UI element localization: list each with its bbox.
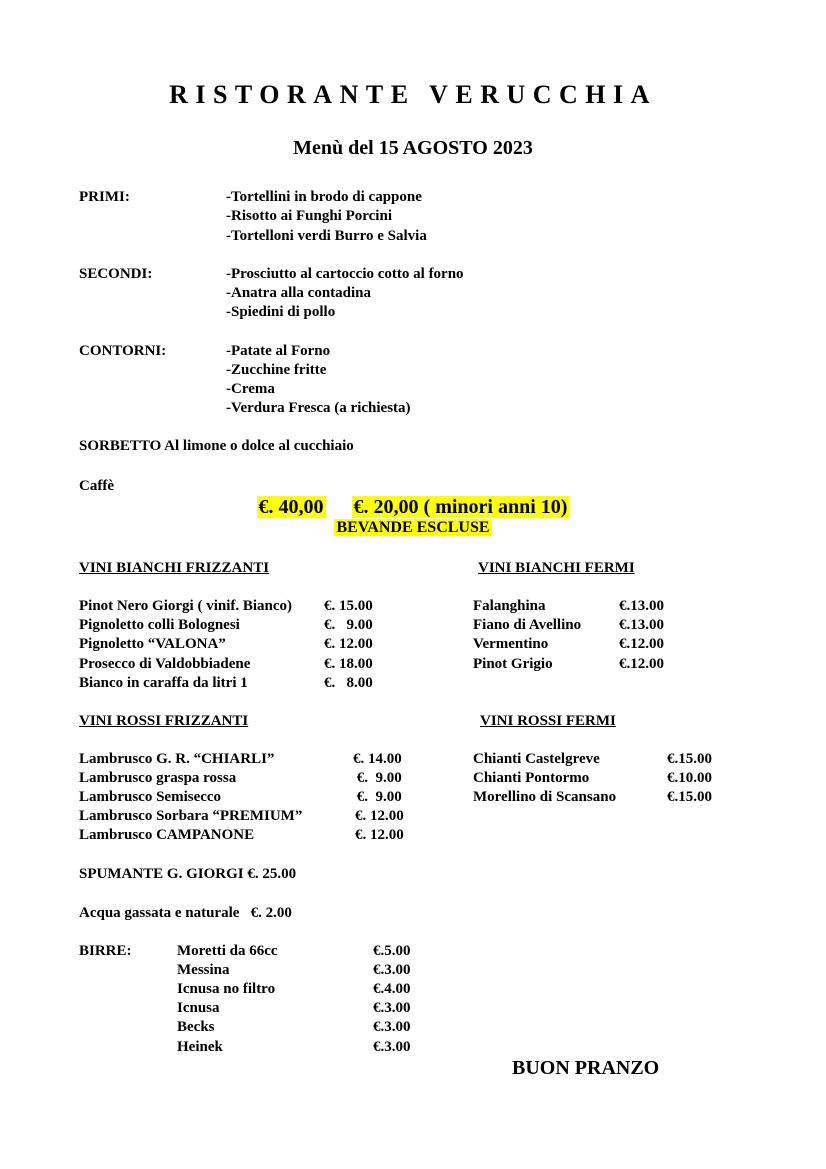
sorbetto-line: SORBETTO Al limone o dolce al cucchiaio bbox=[79, 438, 354, 454]
vini-rossi-fermi-heading: VINI ROSSI FERMI bbox=[480, 713, 616, 729]
acqua-line: Acqua gassata e naturale €. 2.00 bbox=[79, 905, 292, 921]
wine-price: €. 9.00 bbox=[353, 789, 402, 805]
secondi-label: SECONDI: bbox=[79, 266, 153, 282]
vini-bianchi-frizzanti-heading: VINI BIANCHI FRIZZANTI bbox=[79, 560, 270, 576]
beer-price: €.3.00 bbox=[373, 1000, 411, 1016]
birre-label: BIRRE: bbox=[79, 943, 132, 959]
wine-price: €.12.00 bbox=[619, 636, 664, 652]
wine-name: Lambrusco G. R. “CHIARLI” bbox=[79, 751, 275, 767]
closing-greeting: BUON PRANZO bbox=[512, 1057, 660, 1079]
wine-name: Chianti Castelgreve bbox=[473, 751, 600, 767]
menu-price-line bbox=[0, 494, 826, 520]
beer-price: €.3.00 bbox=[373, 962, 411, 978]
spumante-line: SPUMANTE G. GIORGI €. 25.00 bbox=[79, 866, 297, 882]
wine-price: €. 12.00 bbox=[355, 827, 404, 843]
wine-price: €.13.00 bbox=[619, 617, 664, 633]
wine-name: Fiano di Avellino bbox=[473, 617, 582, 633]
wine-price: €. 9.00 bbox=[324, 617, 373, 633]
wine-name: Vermentino bbox=[473, 636, 549, 652]
wine-price: €.10.00 bbox=[667, 770, 712, 786]
contorni-label: CONTORNI: bbox=[79, 343, 167, 359]
wine-price: €.13.00 bbox=[619, 598, 664, 614]
wine-name: Bianco in caraffa da litri 1 bbox=[79, 675, 248, 691]
wine-name: Pinot Nero Giorgi ( vinif. Bianco) bbox=[79, 598, 293, 614]
wine-name: Lambrusco CAMPANONE bbox=[79, 827, 255, 843]
secondi-item: -Prosciutto al cartoccio cotto al forno bbox=[226, 266, 464, 282]
beer-name: Becks bbox=[177, 1019, 215, 1035]
wine-name: Chianti Pontormo bbox=[473, 770, 590, 786]
beer-name: Icnusa bbox=[177, 1000, 220, 1016]
beer-price: €.3.00 bbox=[373, 1039, 411, 1055]
wine-name: Pinot Grigio bbox=[473, 656, 553, 672]
contorni-item: -Verdura Fresca (a richiesta) bbox=[226, 400, 411, 416]
wine-price: €. 15.00 bbox=[324, 598, 373, 614]
restaurant-title: RISTORANTE VERUCCHIA bbox=[169, 80, 657, 109]
beer-price: €.4.00 bbox=[373, 981, 411, 997]
vini-rossi-frizzanti-heading: VINI ROSSI FRIZZANTI bbox=[79, 713, 249, 729]
secondi-item: -Anatra alla contadina bbox=[226, 285, 372, 301]
wine-name: Prosecco di Valdobbiadene bbox=[79, 656, 251, 672]
wine-price: €.12.00 bbox=[619, 656, 664, 672]
contorni-item: -Zucchine fritte bbox=[226, 362, 327, 378]
primi-item: -Tortelloni verdi Burro e Salvia bbox=[226, 228, 427, 244]
vini-bianchi-fermi-heading: VINI BIANCHI FERMI bbox=[478, 560, 635, 576]
beer-name: Messina bbox=[177, 962, 230, 978]
wine-price: €. 9.00 bbox=[353, 770, 402, 786]
wine-name: Pignoletto colli Bolognesi bbox=[79, 617, 240, 633]
contorni-item: -Patate al Forno bbox=[226, 343, 331, 359]
primi-label: PRIMI: bbox=[79, 189, 130, 205]
wine-name: Lambrusco graspa rossa bbox=[79, 770, 237, 786]
adult-price: €. 40,00 bbox=[258, 496, 324, 518]
wine-name: Lambrusco Semisecco bbox=[79, 789, 222, 805]
menu-date-title: Menù del 15 AGOSTO 2023 bbox=[293, 137, 533, 159]
wine-price: €. 14.00 bbox=[353, 751, 402, 767]
drinks-excluded-text: BEVANDE ESCLUSE bbox=[336, 519, 490, 536]
wine-price: €. 12.00 bbox=[355, 808, 404, 824]
wine-name: Pignoletto “VALONA” bbox=[79, 636, 226, 652]
beer-price: €.3.00 bbox=[373, 1019, 411, 1035]
wine-name: Falanghina bbox=[473, 598, 546, 614]
wine-price: €.15.00 bbox=[667, 751, 712, 767]
child-price: €. 20,00 ( minori anni 10) bbox=[353, 496, 568, 518]
secondi-item: -Spiedini di pollo bbox=[226, 304, 336, 320]
wine-price: €. 12.00 bbox=[324, 636, 373, 652]
contorni-item: -Crema bbox=[226, 381, 275, 397]
beer-name: Icnusa no filtro bbox=[177, 981, 276, 997]
primi-item: -Risotto ai Funghi Porcini bbox=[226, 208, 392, 224]
beer-name: Heinek bbox=[177, 1039, 223, 1055]
drinks-excluded-note bbox=[0, 518, 826, 537]
wine-name: Morellino di Scansano bbox=[473, 789, 617, 805]
wine-name: Lambrusco Sorbara “PREMIUM” bbox=[79, 808, 303, 824]
wine-price: €. 8.00 bbox=[324, 675, 373, 691]
caffe-line: Caffè bbox=[79, 478, 114, 494]
wine-price: €. 18.00 bbox=[324, 656, 373, 672]
wine-price: €.15.00 bbox=[667, 789, 712, 805]
primi-item: -Tortellini in brodo di cappone bbox=[226, 189, 422, 205]
beer-price: €.5.00 bbox=[373, 943, 411, 959]
beer-name: Moretti da 66cc bbox=[177, 943, 278, 959]
